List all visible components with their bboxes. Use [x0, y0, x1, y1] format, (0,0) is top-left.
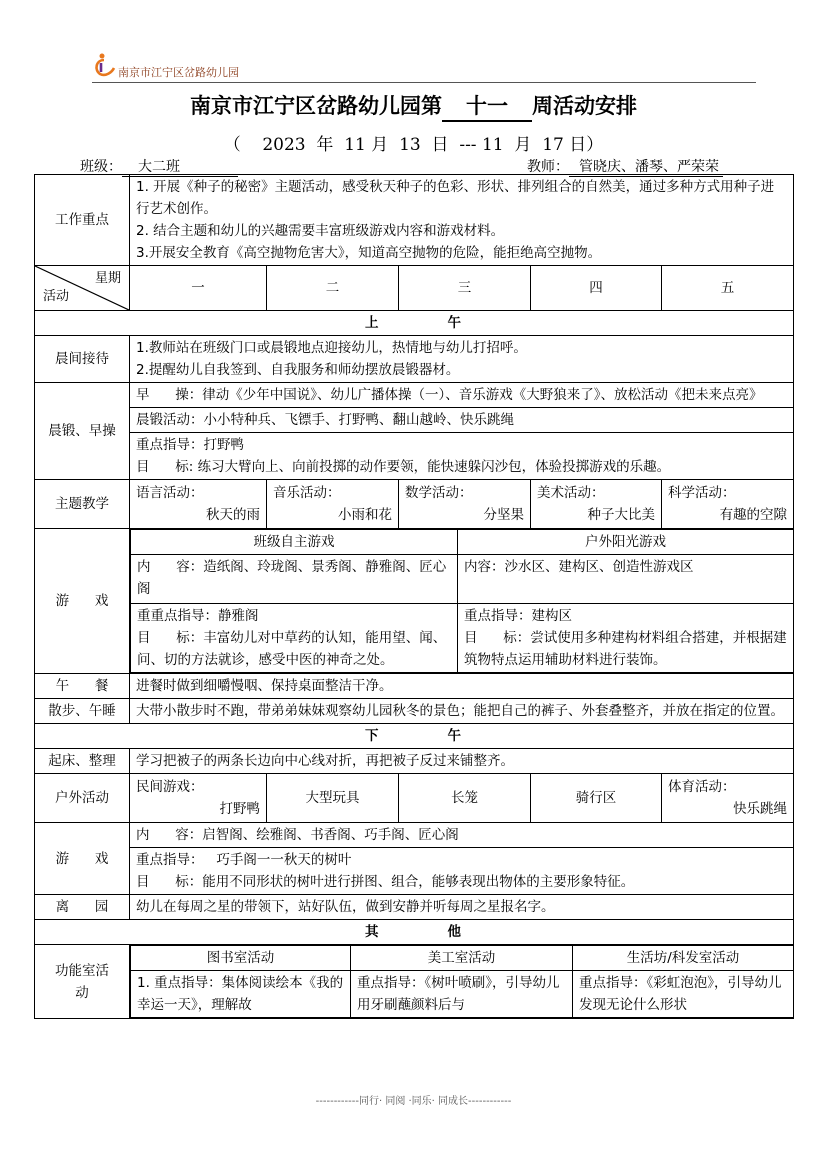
exercise-row-2: [35, 408, 794, 433]
other-section-row: [35, 920, 794, 945]
school-logo-icon: [92, 52, 116, 78]
outdoor-cage: 长笼: [399, 774, 531, 823]
outdoor-big-toys: 大型玩具: [267, 774, 399, 823]
art-room-title: 美工室活动: [351, 946, 573, 971]
outdoor-folk-name: 打野鸭: [219, 801, 260, 817]
class-value: 大二班: [122, 156, 238, 177]
weekday-fri: 五: [662, 266, 794, 311]
morning-games-content: [130, 529, 794, 674]
reception-row: [35, 336, 794, 383]
topic-name: 种子大比美: [587, 507, 655, 523]
nap-label: 散步、午睡: [35, 699, 130, 724]
topic-name: 小雨和花: [338, 507, 392, 523]
exercise-goal: 目 标: 练习大臂向上、向前投掷的动作要领，能快速躲闪沙包，体验投掷游戏的乐趣。: [136, 459, 671, 475]
outdoor-pe: [662, 774, 794, 823]
outdoor-riding: 骑行区: [531, 774, 662, 823]
focus-row: [35, 175, 794, 266]
topic-science: [662, 480, 794, 529]
topic-kind: 语言活动：: [136, 485, 204, 501]
afternoon-games-row-2: [35, 848, 794, 895]
reception-line: 1.教师站在班级门口或晨锻地点迎接幼儿，热情地与幼儿打招呼。: [136, 340, 527, 356]
leave-row: [35, 895, 794, 920]
topic-kind: 数学活动：: [405, 485, 473, 501]
topic-name: 分坚果: [483, 507, 524, 523]
exercise-guidance: [130, 433, 794, 480]
page-title: [0, 90, 827, 122]
topic-kind: 科学活动：: [668, 485, 736, 501]
morning-games-label: 游 戏: [35, 529, 130, 674]
class-games-guidance: [131, 604, 458, 673]
exercise-row-1: [35, 383, 794, 408]
afternoon-section-label: 下 午: [35, 724, 794, 749]
exercise-morning-routine: 早 操：律动《少年中国说》、幼儿广播体操（一）、音乐游戏《大野狼来了》、放松活动《把未来点亮》: [130, 383, 794, 408]
leave-content: 幼儿在每周之星的带领下，站好队伍，做到安静并听每周之星报名字。: [130, 895, 794, 920]
topic-kind: 音乐活动：: [273, 485, 341, 501]
focus-line: 1. 开展《种子的秘密》主题活动，感受秋天种子的色彩、形状、排列组合的自然美，通过多种方式用种子进行艺术创作。: [136, 179, 775, 217]
topic-music: [267, 480, 399, 529]
outdoor-games-guide: 重点指导：建构区: [464, 608, 572, 624]
focus-label: 工作重点: [35, 175, 130, 266]
header-divider: [92, 82, 756, 83]
afternoon-games-content: 内 容：启智阁、绘雅阁、书香阁、巧手阁、匠心阁: [130, 823, 794, 848]
weekday-mon: 一: [130, 266, 267, 311]
afternoon-games-row-1: [35, 823, 794, 848]
outdoor-row: [35, 774, 794, 823]
outdoor-games-goal: 目 标：尝试使用多种建构材料组合搭建，并根据建筑物特点运用辅助材料进行装饰。: [464, 630, 787, 668]
afternoon-games-guidance: [130, 848, 794, 895]
function-room-content: [130, 945, 794, 1019]
school-name: 南京市江宁区岔路幼儿园: [118, 66, 239, 79]
teacher-value: 管晓庆、潘琴、严荣荣: [569, 156, 723, 177]
reception-content: [130, 336, 794, 383]
class-games-goal: 目 标：丰富幼儿对中草药的认知，能用望、闻、问、切的方法就诊，感受中医的神奇之处。: [137, 630, 447, 668]
exercise-label: 晨锻、早操: [35, 383, 130, 480]
topic-language: [130, 480, 267, 529]
wake-row: [35, 749, 794, 774]
topic-kind: 美术活动：: [537, 485, 605, 501]
morning-section-label: 上 午: [35, 311, 794, 336]
afternoon-games-guide: 重点指导： 巧手阁一一秋天的树叶: [136, 852, 352, 868]
weekday-thu: 四: [531, 266, 662, 311]
date-range: （ 2023 年 11 月 13 日 --- 11 月 17 日）: [223, 135, 604, 155]
outdoor-games-guidance: [458, 604, 794, 673]
morning-games-row: [35, 529, 794, 674]
wake-label: 起床、整理: [35, 749, 130, 774]
diagonal-header-cell: [35, 266, 130, 311]
topic-math: [399, 480, 531, 529]
afternoon-games-goal: 目 标：能用不同形状的树叶进行拼图、组合，能够表现出物体的主要形象特征。: [136, 874, 635, 890]
topic-name: 有趣的空隙: [719, 507, 788, 523]
function-room-grid: [130, 945, 793, 1018]
reception-line: 2.提醒幼儿自我签到、自我服务和师幼摆放晨锻器材。: [136, 362, 460, 378]
weekly-schedule-table: [34, 174, 794, 1019]
class-games-guide: 重重点指导：静雅阁: [137, 608, 259, 624]
outdoor-pe-name: 快乐跳绳: [733, 801, 788, 817]
activity-axis-label: 活动: [43, 289, 70, 304]
art-room-text: 重点指导：《树叶喷刷》，引导幼儿用牙刷蘸颜料后与: [351, 971, 573, 1018]
function-room-label: 功能室活动: [35, 945, 130, 1019]
title-suffix: 周活动安排: [532, 94, 637, 118]
exercise-activities: 晨锻活动：小小特种兵、飞镖手、打野鸭、翻山越岭、快乐跳绳: [130, 408, 794, 433]
exercise-row-3: [35, 433, 794, 480]
focus-line: 3.开展安全教育《高空抛物危害大》，知道高空抛物的危险，能拒绝高空抛物。: [136, 245, 602, 261]
lunch-content: 进餐时做到细嚼慢咽、保持桌面整洁干净。: [130, 674, 794, 699]
outdoor-label: 户外活动: [35, 774, 130, 823]
page-footer: ------------同行· 同阅 ·同乐· 同成长------------: [315, 1096, 512, 1107]
nap-content: 大带小散步时不跑，带弟弟妹妹观察幼儿园秋冬的景色；能把自己的裤子、外套叠整齐，并放在指定的位置。: [130, 699, 794, 724]
reception-label: 晨间接待: [35, 336, 130, 383]
weekday-wed: 三: [399, 266, 531, 311]
library-room-text: 1. 重点指导：集体阅读绘本《我的幸运一天》，理解故: [131, 971, 351, 1018]
focus-content: [130, 175, 794, 266]
wake-content: 学习把被子的两条长边向中心线对折，再把被子反过来铺整齐。: [130, 749, 794, 774]
outdoor-pe-kind: 体育活动：: [668, 779, 736, 795]
outdoor-games-content: 内容：沙水区、建构区、创造性游戏区: [458, 555, 794, 604]
exercise-guide: 重点指导：打野鸭: [136, 437, 244, 453]
topic-name: 秋天的雨: [206, 507, 260, 523]
class-games-header: 班级自主游戏: [131, 530, 458, 555]
topic-label: 主题教学: [35, 480, 130, 529]
outdoor-folk-kind: 民间游戏：: [136, 779, 204, 795]
nap-row: [35, 699, 794, 724]
weekday-header-row: [35, 266, 794, 311]
library-room-title: 图书室活动: [131, 946, 351, 971]
outdoor-games-header: 户外阳光游戏: [458, 530, 794, 555]
class-games-content: 内 容：造纸阁、玲珑阁、景秀阁、静雅阁、匠心阁: [131, 555, 458, 604]
class-label: 班级：: [80, 159, 122, 175]
morning-games-grid: [130, 529, 793, 673]
science-room-text: 重点指导：《彩虹泡泡》，引导幼儿发现无论什么形状: [573, 971, 794, 1018]
weekday-tue: 二: [267, 266, 399, 311]
focus-line: 2. 结合主题和幼儿的兴趣需要丰富班级游戏内容和游戏材料。: [136, 223, 505, 239]
science-room-title: 生活坊/科发室活动: [573, 946, 794, 971]
weekday-axis-label: 星期: [94, 271, 121, 286]
topic-row: [35, 480, 794, 529]
outdoor-folk-game: [130, 774, 267, 823]
other-section-label: 其 他: [35, 920, 794, 945]
morning-section-row: [35, 311, 794, 336]
afternoon-games-label: 游 戏: [35, 823, 130, 895]
week-number: 十一: [442, 90, 532, 122]
function-room-row: [35, 945, 794, 1019]
title-prefix: 南京市江宁区岔路幼儿园第: [190, 94, 442, 118]
lunch-row: [35, 674, 794, 699]
teacher-label: 教师：: [527, 159, 569, 175]
leave-label: 离 园: [35, 895, 130, 920]
lunch-label: 午 餐: [35, 674, 130, 699]
topic-art: [531, 480, 662, 529]
afternoon-section-row: [35, 724, 794, 749]
